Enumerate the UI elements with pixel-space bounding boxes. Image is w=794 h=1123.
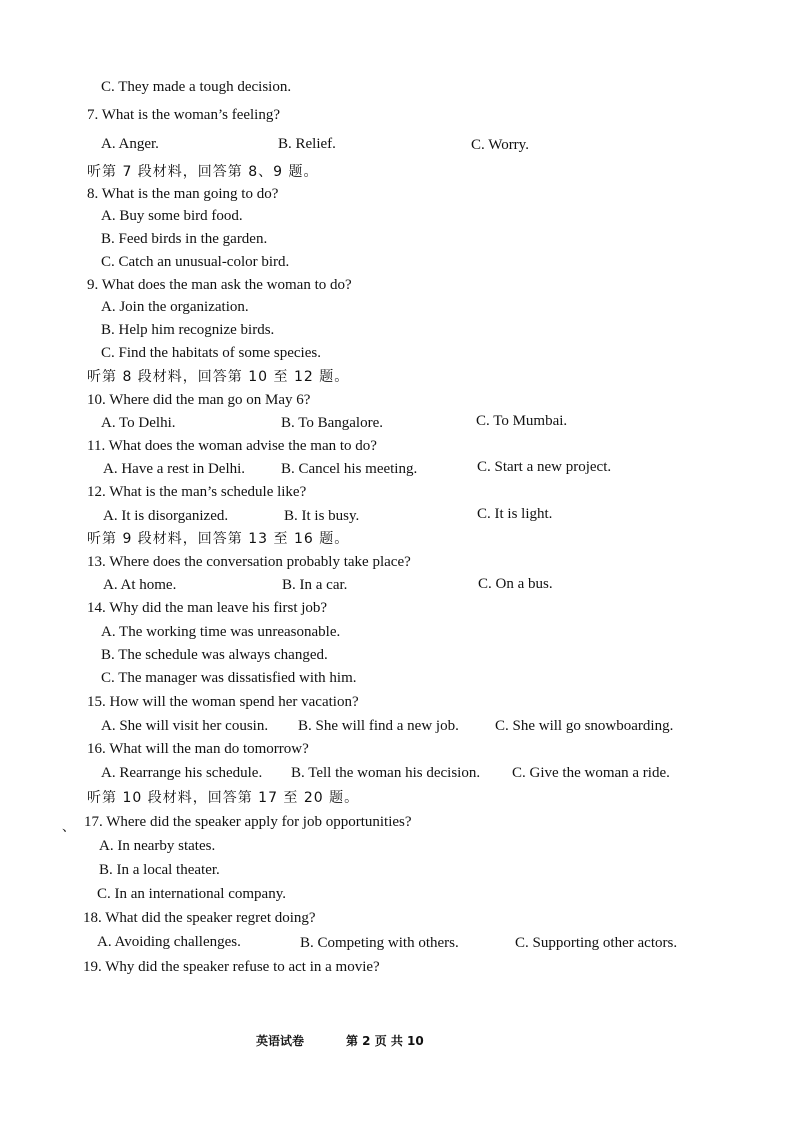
q16-option-a: A. Rearrange his schedule. — [101, 765, 263, 781]
q14-option-a: A. The working time was unreasonable. — [101, 624, 341, 640]
q10-option-c: C. To Mumbai. — [476, 413, 568, 429]
section-7-heading: 听第 7 段材料，回答第 8、9 题。 — [87, 164, 319, 180]
q16-option-c: C. Give the woman a ride. — [512, 765, 670, 781]
q7-option-c: C. Worry. — [471, 137, 529, 153]
q13-question: 13. Where does the conversation probably take place? — [87, 554, 411, 570]
q7-option-a: A. Anger. — [101, 136, 159, 152]
section-10-heading: 听第 10 段材料，回答第 17 至 20 题。 — [87, 790, 360, 806]
footer-page-number: 第 2 页 共 10 — [346, 1034, 424, 1048]
q11-option-a: A. Have a rest in Delhi. — [103, 461, 246, 477]
q15-question: 15. How will the woman spend her vacation? — [87, 694, 359, 710]
q16-option-b: B. Tell the woman his decision. — [291, 765, 481, 781]
q8-option-b: B. Feed birds in the garden. — [101, 231, 268, 247]
q17-option-a: A. In nearby states. — [99, 838, 216, 854]
q18-option-b: B. Competing with others. — [300, 935, 459, 951]
stray-mark: 、 — [62, 819, 76, 834]
q10-question: 10. Where did the man go on May 6? — [87, 392, 311, 408]
q11-question: 11. What does the woman advise the man to do? — [87, 438, 377, 454]
q12-option-a: A. It is disorganized. — [103, 508, 229, 524]
q11-option-c: C. Start a new project. — [477, 459, 612, 475]
q12-option-b: B. It is busy. — [284, 508, 360, 524]
q13-option-c: C. On a bus. — [478, 576, 553, 592]
footer-subject: 英语试卷 — [256, 1034, 305, 1048]
q17-option-c: C. In an international company. — [97, 886, 286, 902]
q12-option-c: C. It is light. — [477, 506, 553, 522]
q19-question: 19. Why did the speaker refuse to act in a movie? — [83, 959, 380, 975]
q10-option-a: A. To Delhi. — [101, 415, 176, 431]
q14-option-c: C. The manager was dissatisfied with him. — [101, 670, 357, 686]
q17-question: 17. Where did the speaker apply for job opportunities? — [84, 814, 412, 830]
section-8-heading: 听第 8 段材料，回答第 10 至 12 题。 — [87, 369, 350, 385]
q16-question: 16. What will the man do tomorrow? — [87, 741, 309, 757]
q13-option-a: A. At home. — [103, 577, 177, 593]
q11-option-b: B. Cancel his meeting. — [281, 461, 418, 477]
q6-option-c: C. They made a tough decision. — [101, 79, 292, 95]
q7-question: 7. What is the woman’s feeling? — [87, 107, 281, 123]
q15-option-c: C. She will go snowboarding. — [495, 718, 674, 734]
section-9-heading: 听第 9 段材料，回答第 13 至 16 题。 — [87, 531, 350, 547]
q12-question: 12. What is the man’s schedule like? — [87, 484, 307, 500]
q8-option-a: A. Buy some bird food. — [101, 208, 243, 224]
q18-option-c: C. Supporting other actors. — [515, 935, 678, 951]
q8-question: 8. What is the man going to do? — [87, 186, 279, 202]
q14-option-b: B. The schedule was always changed. — [101, 647, 328, 663]
q8-option-c: C. Catch an unusual-color bird. — [101, 254, 290, 270]
q10-option-b: B. To Bangalore. — [281, 415, 383, 431]
q14-question: 14. Why did the man leave his first job? — [87, 600, 328, 616]
q13-option-b: B. In a car. — [282, 577, 348, 593]
q15-option-b: B. She will find a new job. — [298, 718, 459, 734]
q9-option-b: B. Help him recognize birds. — [101, 322, 275, 338]
q9-option-c: C. Find the habitats of some species. — [101, 345, 321, 361]
q17-option-b: B. In a local theater. — [99, 862, 220, 878]
q7-option-b: B. Relief. — [278, 136, 336, 152]
q18-option-a: A. Avoiding challenges. — [97, 934, 241, 950]
q15-option-a: A. She will visit her cousin. — [101, 718, 269, 734]
q18-question: 18. What did the speaker regret doing? — [83, 910, 316, 926]
q9-option-a: A. Join the organization. — [101, 299, 249, 315]
q9-question: 9. What does the man ask the woman to do? — [87, 277, 352, 293]
